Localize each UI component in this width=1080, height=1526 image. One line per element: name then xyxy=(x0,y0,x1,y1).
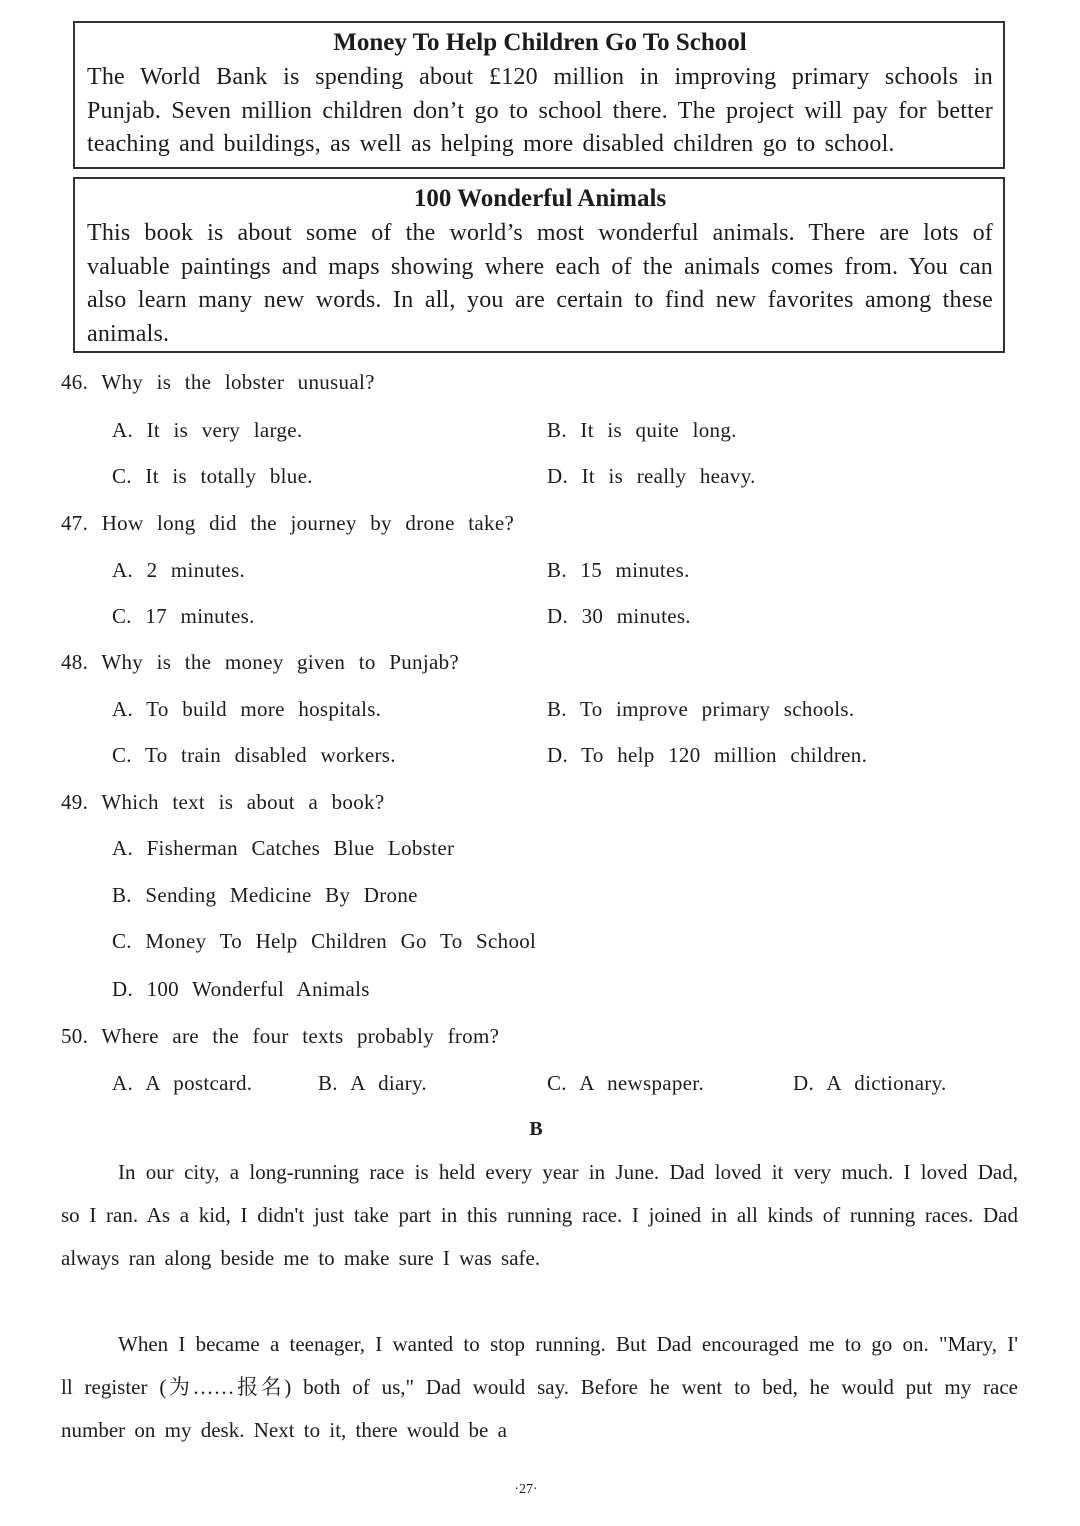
answer-option: D. 30 minutes. xyxy=(547,604,691,628)
answer-option: A. It is very large. xyxy=(112,418,303,442)
notice-title: Money To Help Children Go To School xyxy=(333,29,747,56)
answer-option: A. A postcard. xyxy=(112,1071,253,1095)
answer-option: C. It is totally blue. xyxy=(112,464,313,488)
answer-option: D. To help 120 million children. xyxy=(547,743,868,767)
notice-box-money xyxy=(73,21,1005,169)
question-stem: 49. Which text is about a book? xyxy=(61,790,385,814)
answer-option: D. A dictionary. xyxy=(793,1071,947,1095)
paragraph-text: In our city, a long-running race is held every year in June. Dad loved it very much. I loved Dad, so I ran. As a kid, I didn't just take part in this running race. I joined in all kinds of running races. Dad always ran along beside me to make sure I was safe. xyxy=(61,1160,1018,1270)
paragraph-text: When I became a teenager, I wanted to stop running. But Dad encouraged me to go on. "Mary, I' ll register (为……报名) both of us," Dad would say. Before he went to bed, he would put my race number on my desk. Next to it, there would be a xyxy=(61,1332,1018,1442)
answer-option: B. Sending Medicine By Drone xyxy=(112,883,418,907)
answer-option: A. Fisherman Catches Blue Lobster xyxy=(112,836,455,860)
question-stem: 48. Why is the money given to Punjab? xyxy=(61,650,460,674)
answer-option: B. It is quite long. xyxy=(547,418,737,442)
question-stem: 46. Why is the lobster unusual? xyxy=(61,370,375,394)
question-stem: 47. How long did the journey by drone take? xyxy=(61,511,515,535)
answer-option: C. To train disabled workers. xyxy=(112,743,396,767)
answer-option: D. It is really heavy. xyxy=(547,464,756,488)
notice-box-animals xyxy=(73,177,1005,353)
passage-paragraph xyxy=(61,1323,1018,1452)
answer-option: C. 17 minutes. xyxy=(112,604,255,628)
notice-body: This book is about some of the world’s most wonderful animals. There are lots of valuable paintings and maps showing where each of the animals comes from. You can also learn many new words. In all, you are certain to find new favorites among these animals. xyxy=(87,220,993,347)
answer-option: B. 15 minutes. xyxy=(547,558,690,582)
question-stem: 50. Where are the four texts probably from? xyxy=(61,1024,500,1048)
answer-option: A. 2 minutes. xyxy=(112,558,246,582)
answer-option: A. To build more hospitals. xyxy=(112,697,382,721)
answer-option: B. A diary. xyxy=(318,1071,427,1095)
notice-title: 100 Wonderful Animals xyxy=(413,185,667,212)
answer-option: B. To improve primary schools. xyxy=(547,697,855,721)
section-heading: B xyxy=(529,1118,543,1140)
passage-paragraph xyxy=(61,1151,1018,1280)
page-number: ·27· xyxy=(514,1482,538,1497)
answer-option: C. A newspaper. xyxy=(547,1071,704,1095)
answer-option: C. Money To Help Children Go To School xyxy=(112,929,537,953)
answer-option: D. 100 Wonderful Animals xyxy=(112,977,370,1001)
notice-body: The World Bank is spending about £120 million in improving primary schools in Punjab. Seven million children don’t go to school there. The project will pay for better teaching and buildings, as well as helping more disabled children go to school. xyxy=(87,64,993,157)
